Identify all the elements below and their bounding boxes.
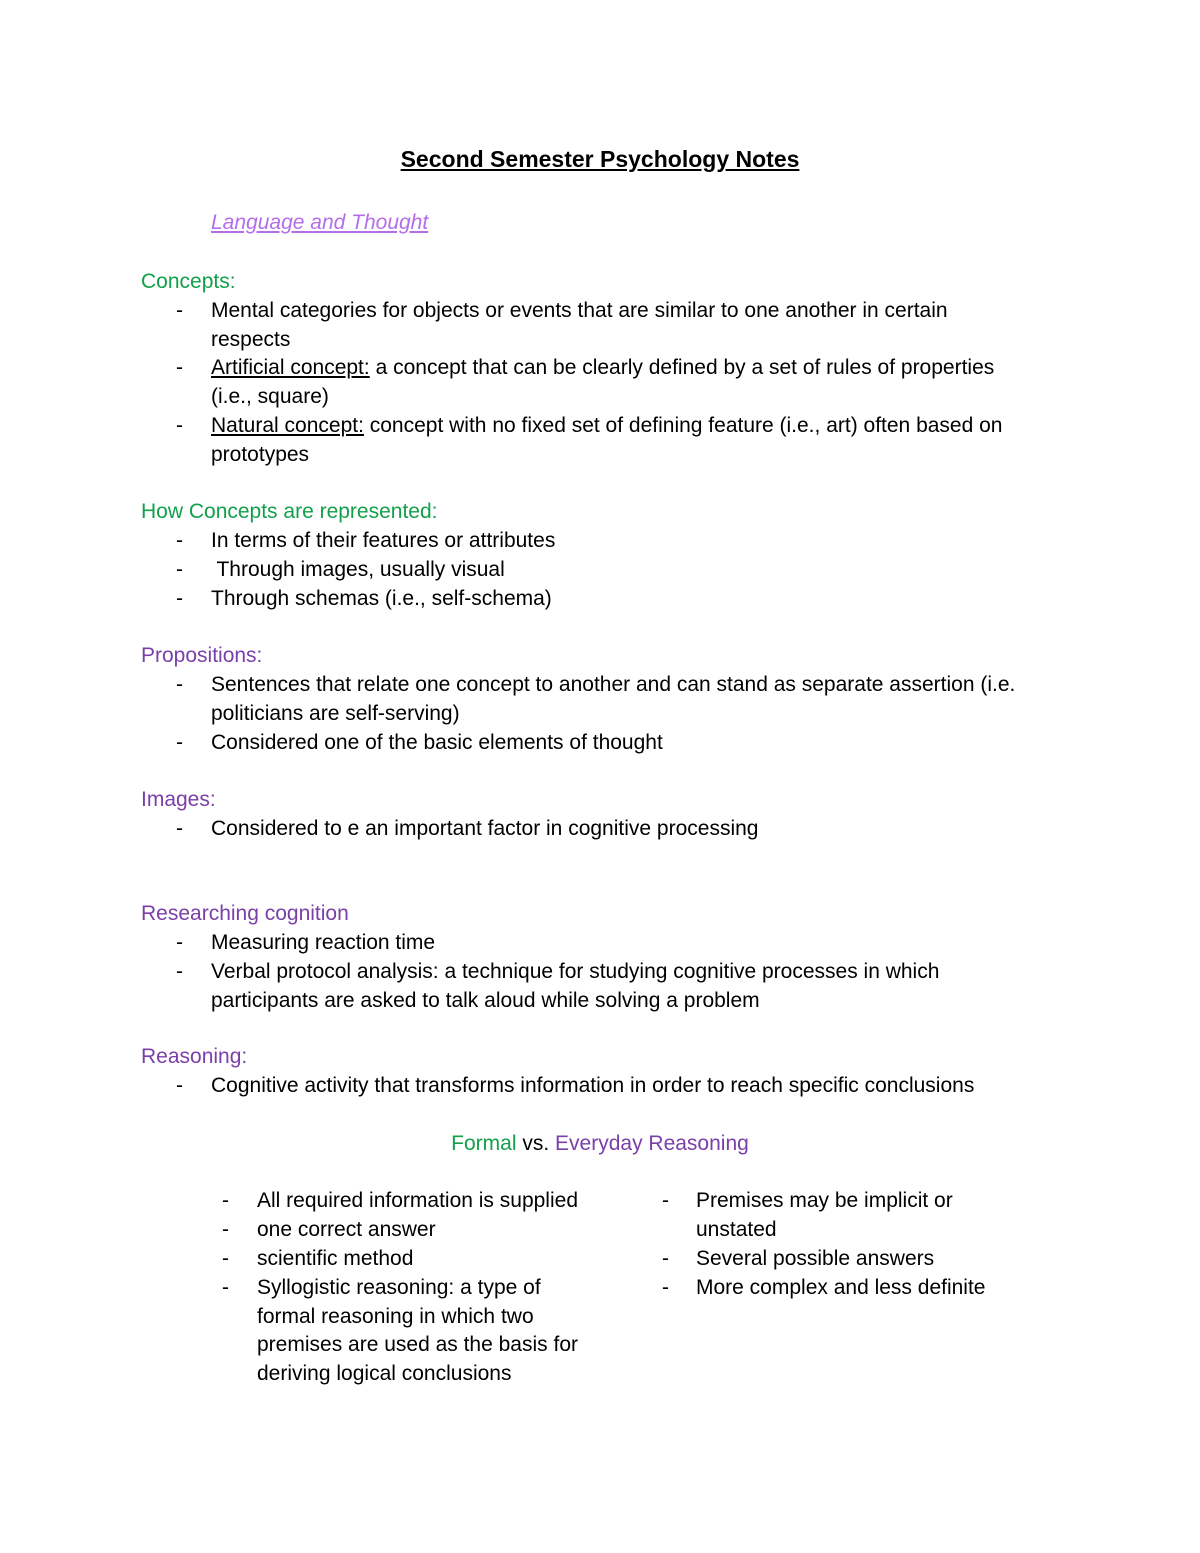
bullet-dash: - <box>176 414 183 437</box>
formal-line: scientific method <box>257 1247 414 1270</box>
concepts-item1-line2: respects <box>211 328 291 351</box>
formal-label: Formal <box>451 1132 517 1155</box>
bullet-dash: - <box>222 1276 229 1299</box>
bullet-dash: - <box>176 356 183 379</box>
formal-line: Syllogistic reasoning: a type of <box>257 1276 541 1299</box>
formal-line: formal reasoning in which two <box>257 1305 534 1328</box>
researching-item2-line1: Verbal protocol analysis: a technique for studying cognitive processes in which <box>211 960 940 983</box>
represented-item: In terms of their features or attributes <box>211 529 556 552</box>
bullet-dash: - <box>222 1218 229 1241</box>
formal-line: deriving logical conclusions <box>257 1362 512 1385</box>
bullet-dash: - <box>662 1247 669 1270</box>
represented-item: Through images, usually visual <box>211 558 505 581</box>
images-item1: Considered to e an important factor in cognitive processing <box>211 817 759 840</box>
formal-line: premises are used as the basis for <box>257 1333 578 1356</box>
bullet-dash: - <box>176 817 183 840</box>
everyday-line: Premises may be implicit or <box>696 1189 953 1212</box>
bullet-dash: - <box>222 1189 229 1212</box>
propositions-heading: Propositions: <box>141 644 263 667</box>
represented-item: Through schemas (i.e., self-schema) <box>211 587 552 610</box>
researching-item2-line2: participants are asked to talk aloud while solving a problem <box>211 989 760 1012</box>
bullet-dash: - <box>176 731 183 754</box>
bullet-dash: - <box>176 299 183 322</box>
section-subtitle: Language and Thought <box>211 211 429 234</box>
comparison-heading <box>0 1129 1200 1158</box>
bullet-dash: - <box>176 529 183 552</box>
everyday-line: More complex and less definite <box>696 1276 986 1299</box>
concepts-item1-line1: Mental categories for objects or events that are similar to one another in certain <box>211 299 948 322</box>
bullet-dash: - <box>222 1247 229 1270</box>
natural-concept-term: Natural concept: <box>211 414 364 437</box>
reasoning-item1: Cognitive activity that transforms information in order to reach specific conclusions <box>211 1074 975 1097</box>
formal-line: All required information is supplied <box>257 1189 578 1212</box>
represented-heading: How Concepts are represented: <box>141 500 438 523</box>
vs-label: vs. <box>516 1132 556 1155</box>
concepts-item3-line2: prototypes <box>211 443 310 466</box>
reasoning-heading: Reasoning: <box>141 1045 248 1068</box>
concepts-item2-line1 <box>211 353 994 382</box>
formal-line: one correct answer <box>257 1218 436 1241</box>
researching-item1: Measuring reaction time <box>211 931 436 954</box>
everyday-label: Everyday Reasoning <box>555 1132 749 1155</box>
propositions-item1-line2: politicians are self-serving) <box>211 702 460 725</box>
propositions-item1-line1: Sentences that relate one concept to another and can stand as separate assertion (i.e. <box>211 673 1016 696</box>
page-title: Second Semester Psychology Notes <box>400 146 800 172</box>
images-heading: Images: <box>141 788 216 811</box>
bullet-dash: - <box>176 931 183 954</box>
bullet-dash: - <box>176 960 183 983</box>
natural-concept-definition: concept with no fixed set of defining feature (i.e., art) often based on <box>363 414 1003 437</box>
bullet-dash: - <box>662 1276 669 1299</box>
concepts-item3-line1 <box>211 411 1002 440</box>
bullet-dash: - <box>176 587 183 610</box>
bullet-dash: - <box>176 558 183 581</box>
concepts-item2-line2: (i.e., square) <box>211 385 329 408</box>
artificial-concept-definition: a concept that can be clearly defined by a set of rules of properties <box>369 356 995 379</box>
everyday-line: Several possible answers <box>696 1247 935 1270</box>
artificial-concept-term: Artificial concept: <box>211 356 370 379</box>
bullet-dash: - <box>176 1074 183 1097</box>
concepts-heading: Concepts: <box>141 270 236 293</box>
bullet-dash: - <box>662 1189 669 1212</box>
bullet-dash: - <box>176 673 183 696</box>
researching-heading: Researching cognition <box>141 902 349 925</box>
propositions-item2: Considered one of the basic elements of thought <box>211 731 663 754</box>
everyday-line: unstated <box>696 1218 777 1241</box>
